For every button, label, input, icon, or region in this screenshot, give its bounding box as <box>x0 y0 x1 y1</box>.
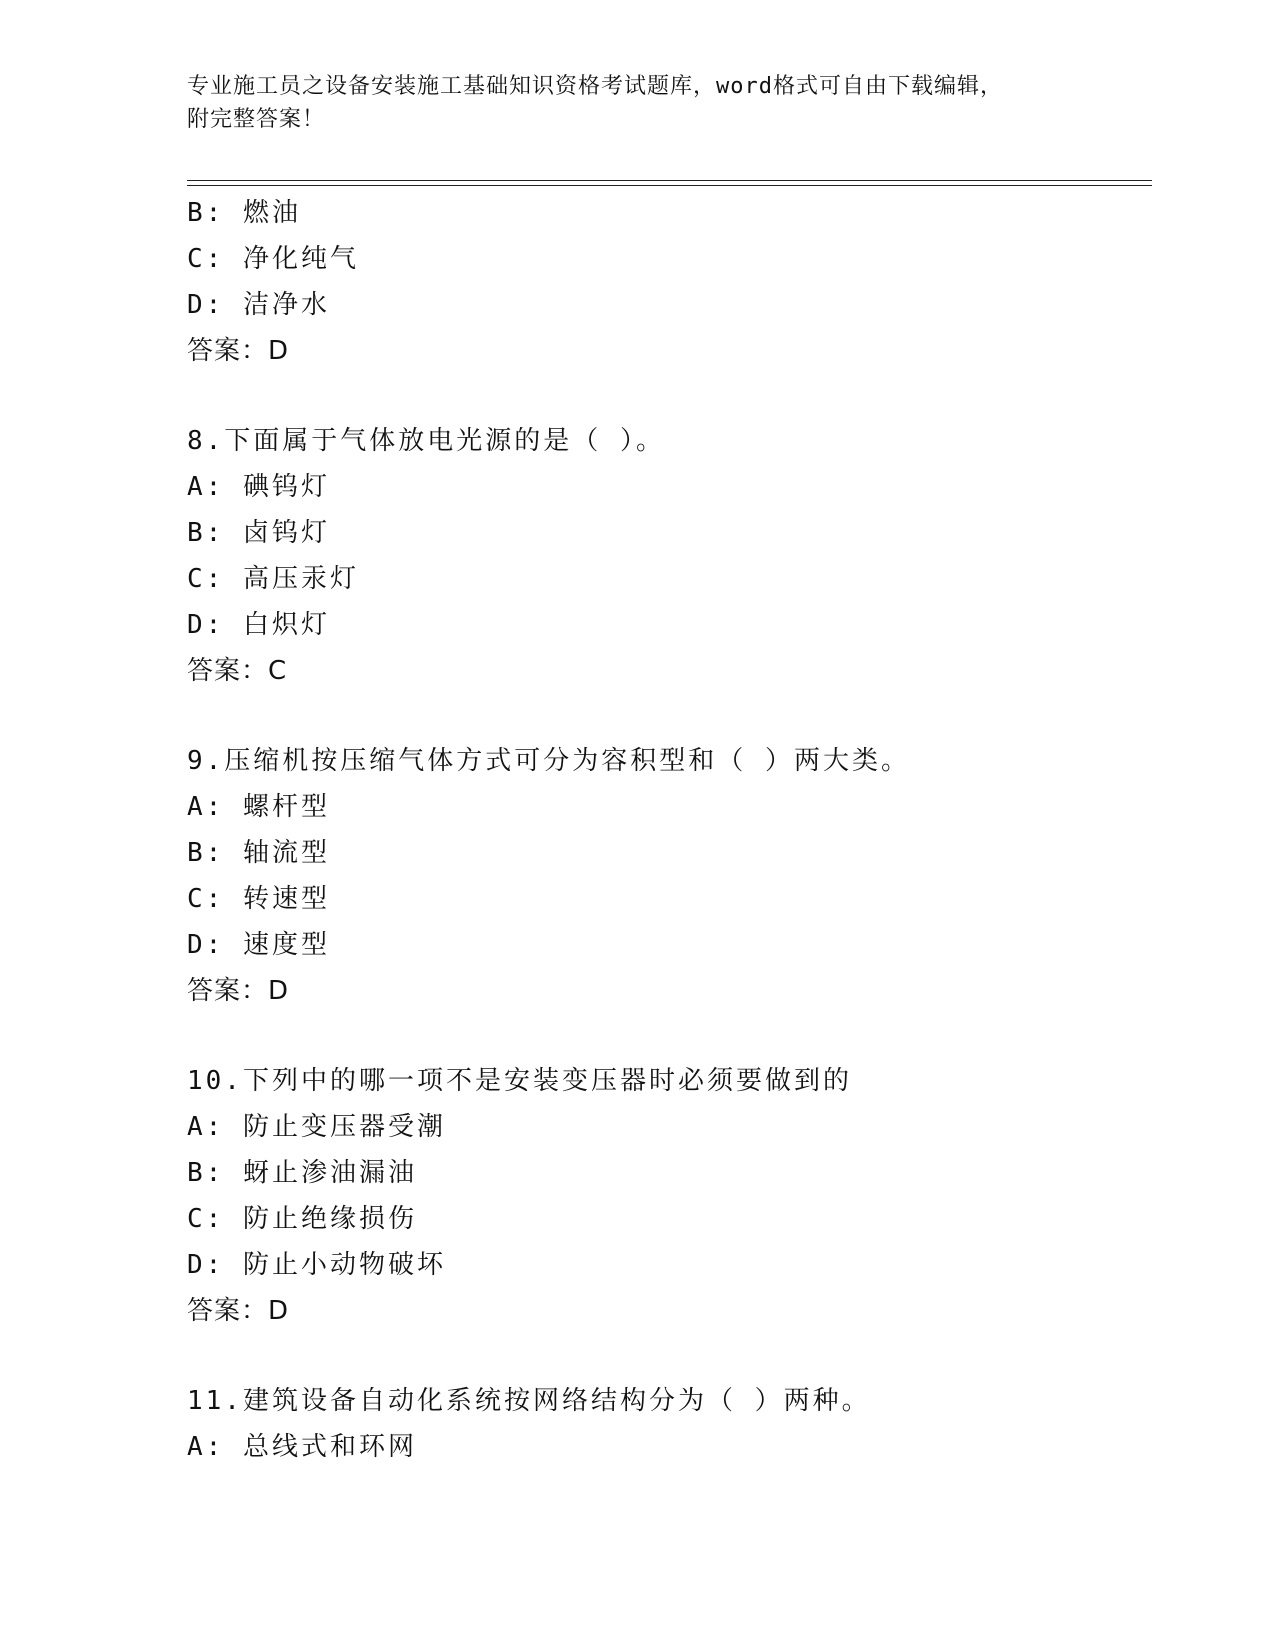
option-d: D: 白炽灯 <box>187 610 330 640</box>
question-9 <box>187 738 1147 1014</box>
option-c: C: 防止绝缘损伤 <box>187 1204 417 1234</box>
option-b: B: 蚜止渗油漏油 <box>187 1158 417 1188</box>
question-10 <box>187 1058 1147 1334</box>
question-stem: 11.建筑设备自动化系统按网络结构分为（ ）两种。 <box>187 1386 871 1416</box>
option-c: C: 净化纯气 <box>187 244 359 274</box>
answer-line: 答案：D <box>187 336 290 366</box>
answer-line: 答案：D <box>187 976 290 1006</box>
option-a: A: 防止变压器受潮 <box>187 1112 446 1142</box>
option-b: B: 卤钨灯 <box>187 518 330 548</box>
question-stem: 9.压缩机按压缩气体方式可分为容积型和（ ）两大类。 <box>187 746 910 776</box>
question-stem: 10.下列中的哪一项不是安装变压器时必须要做到的 <box>187 1066 852 1096</box>
question-list <box>187 190 1147 1470</box>
question-11 <box>187 1378 1147 1470</box>
option-d: D: 洁净水 <box>187 290 330 320</box>
question-stem: 8.下面属于气体放电光源的是（ ）。 <box>187 426 665 456</box>
header-divider-top <box>187 180 1152 181</box>
document-header <box>187 70 1087 136</box>
question-7-tail <box>187 190 1147 374</box>
option-b: B: 轴流型 <box>187 838 330 868</box>
option-a: A: 螺杆型 <box>187 792 330 822</box>
question-8 <box>187 418 1147 694</box>
header-line-2: 附完整答案！ <box>187 107 326 132</box>
answer-line: 答案：D <box>187 1296 290 1326</box>
option-b: B: 燃油 <box>187 198 301 228</box>
option-a: A: 碘钨灯 <box>187 472 330 502</box>
header-divider-bottom <box>187 185 1152 186</box>
answer-line: 答案：C <box>187 656 288 686</box>
option-c: C: 高压汞灯 <box>187 564 359 594</box>
header-line-1: 专业施工员之设备安装施工基础知识资格考试题库，word格式可自由下载编辑， <box>187 74 1003 99</box>
option-d: D: 防止小动物破坏 <box>187 1250 446 1280</box>
option-c: C: 转速型 <box>187 884 330 914</box>
option-a: A: 总线式和环网 <box>187 1432 417 1462</box>
option-d: D: 速度型 <box>187 930 330 960</box>
